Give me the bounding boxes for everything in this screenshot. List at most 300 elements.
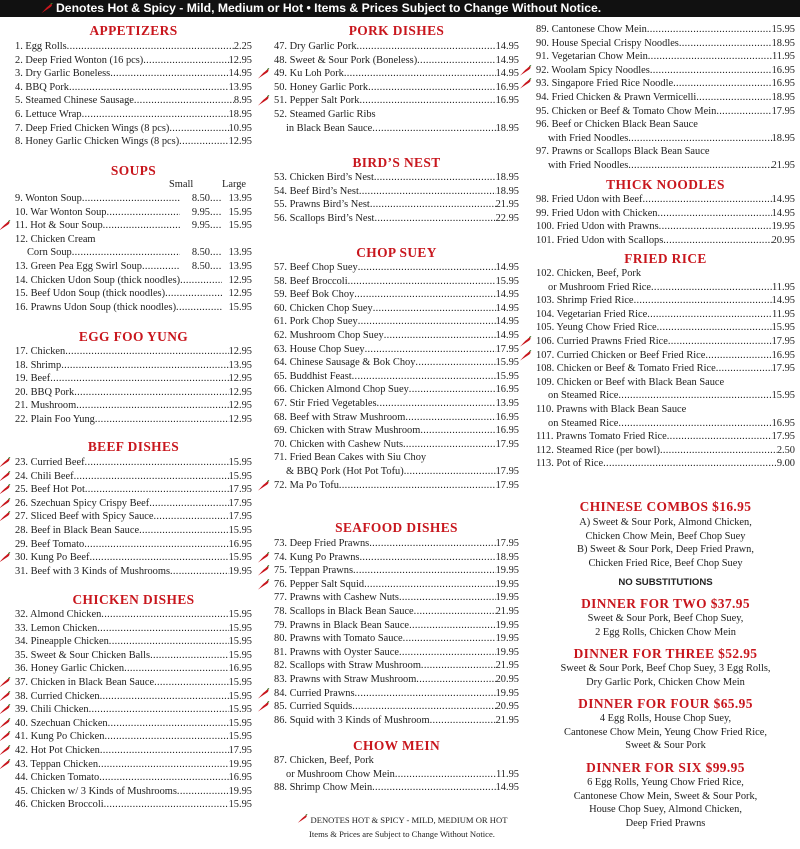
dot-leader [409, 619, 496, 633]
menu-item-name: 22. Plain Foo Yung [15, 414, 95, 425]
menu-item-name-wrap [15, 538, 229, 552]
menu-item-name-wrap [536, 444, 777, 458]
combo-line: Chicken Fried Rice, Beef Chop Suey [588, 557, 743, 569]
menu-item [15, 386, 252, 400]
menu-item-name: 50. Honey Garlic Pork [274, 81, 369, 93]
menu-item-name-wrap [274, 768, 496, 782]
menu-item-name-wrap [274, 275, 496, 289]
menu-item-price-large: 13.95 [228, 261, 252, 272]
menu-item-name-wrap [15, 386, 229, 400]
menu-item-name-wrap [274, 754, 519, 768]
menu-item-price: 21.95 [495, 714, 519, 726]
menu-item-price: 17.95 [495, 466, 519, 477]
dot-leader [97, 622, 228, 636]
combo-line: 2 Egg Rolls, Chicken Chow Mein [595, 626, 736, 638]
menu-item-name-wrap [274, 67, 496, 81]
menu-item-price-small: 9.95 [191, 220, 210, 232]
menu-item-name-wrap [274, 302, 496, 316]
menu-item [274, 40, 519, 54]
dot-leader [403, 438, 496, 452]
menu-item-price-small: 8.50 [191, 193, 210, 204]
chili-pepper-icon [297, 814, 308, 824]
menu-item-name-wrap [274, 370, 496, 384]
menu-item-name-wrap [274, 288, 496, 302]
menu-item-price: 15.95 [228, 731, 252, 743]
menu-item [274, 781, 519, 795]
menu-item-name: 88. Shrimp Chow Mein [274, 782, 373, 794]
menu-item-name-wrap [536, 118, 795, 132]
menu-item-price: 15.95 [495, 370, 519, 382]
menu-item-name-wrap [15, 798, 229, 812]
menu-item [536, 159, 795, 173]
menu-item-price: 15.95 [228, 690, 252, 702]
menu-item-price: 17.95 [495, 343, 519, 355]
dot-leader [355, 687, 496, 701]
dot-leader [95, 413, 229, 427]
menu-item-name-wrap [15, 551, 229, 565]
menu-item-name-wrap [536, 193, 772, 207]
menu-item-price: 16.95 [495, 384, 519, 396]
menu-item [15, 67, 252, 81]
dot-leader [404, 465, 496, 479]
menu-item [15, 94, 252, 108]
menu-item-price: 14.95 [771, 207, 795, 219]
chili-pepper-icon [257, 68, 270, 80]
menu-item-name: 79. Prawns in Black Bean Sauce [274, 619, 410, 631]
menu-item-price: 12.95 [228, 373, 252, 385]
menu-item-price: 14.95 [495, 330, 519, 341]
menu-item-name: 86. Squid with 3 Kinds of Mushroom [274, 714, 430, 726]
section-title: EGG FOO YUNG [78, 329, 189, 344]
dot-leader [374, 171, 496, 185]
combo-line: A) Sweet & Sour Pork, Almond Chicken, [579, 517, 752, 528]
menu-item-price: 14.95 [495, 289, 519, 301]
menu-item-name-wrap [15, 676, 229, 690]
menu-item-price: 15.95 [495, 357, 519, 369]
chili-pepper-icon [519, 78, 532, 90]
menu-item-name: 52. Steamed Garlic Ribs [274, 109, 376, 120]
menu-item [536, 64, 795, 78]
menu-item-name: 100. Fried Udon with Prawns [536, 221, 659, 233]
menu-item-name-wrap [274, 451, 519, 465]
dot-leader [657, 321, 772, 335]
menu-item-price: 16.95 [771, 78, 795, 90]
menu-item [15, 413, 252, 427]
menu-item [274, 479, 519, 493]
menu-item [15, 122, 252, 136]
no-substitutions: NO SUBSTITUTIONS [618, 577, 713, 588]
chili-pepper-icon [40, 3, 54, 14]
menu-item-name: 14. Chicken Udon Soup (thick noodles) [15, 274, 181, 286]
dot-leader [108, 717, 229, 731]
menu-item [15, 246, 252, 260]
section-title: THICK NOODLES [606, 177, 725, 192]
menu-item-name: 75. Teppan Prawns [274, 565, 354, 577]
menu-item-name: 90. House Special Crispy Noodles [536, 37, 679, 49]
menu-item-name: 8. Honey Garlic Chicken Wings (8 pcs) [15, 136, 180, 148]
menu-item-name-wrap [536, 145, 795, 159]
dot-leader [142, 260, 180, 274]
menu-item-name: 35. Sweet & Sour Chicken Balls [15, 649, 151, 661]
menu-item-price: 15.95 [228, 470, 252, 482]
menu-item-name: with Fried Noodles [548, 160, 629, 171]
menu-item-name-wrap [536, 457, 777, 471]
menu-item-name: 12. Chicken Cream [15, 233, 96, 245]
chili-pepper-icon [0, 745, 11, 757]
menu-item-name: 54. Beef Bird’s Nest [274, 185, 359, 197]
menu-item-name: 89. Cantonese Chow Mein [536, 24, 647, 35]
menu-item-name-wrap [536, 91, 772, 105]
dot-leader [716, 362, 772, 376]
footer-note-line2: Items & Prices are Subject to Change Without Notice. [309, 829, 495, 839]
menu-item-name: 108. Chicken or Beef & Tomato Fried Rice [536, 363, 716, 375]
dot-leader [359, 185, 496, 199]
menu-item-price-small: 9.95 [191, 206, 210, 218]
dot-leader [679, 37, 772, 51]
menu-item-name: in Black Bean Sauce [286, 122, 373, 134]
menu-item-name: 53. Chicken Bird’s Nest [274, 172, 374, 183]
menu-item-name-wrap [274, 343, 496, 357]
dot-leader [82, 108, 229, 122]
menu-item-name-wrap [536, 207, 772, 221]
menu-item-name-wrap [15, 524, 229, 538]
menu-item-price-large: 12.95 [228, 274, 252, 286]
menu-item [15, 758, 252, 772]
dot-leader [358, 261, 496, 275]
dot-leader [74, 470, 229, 484]
dot-leader [177, 785, 229, 799]
dot-leader [210, 206, 222, 220]
menu-item-price: 16.95 [228, 538, 252, 550]
menu-item-name: 6. Lettuce Wrap [15, 109, 82, 120]
dot-leader [165, 287, 222, 301]
menu-item-name: 15. Beef Udon Soup (thick noodles) [15, 288, 166, 300]
menu-item-name-wrap [15, 94, 234, 108]
dot-leader [210, 192, 222, 206]
dot-leader [110, 67, 228, 81]
soup-large-header: Large [222, 179, 247, 190]
menu-item-name: 95. Chicken or Beef & Tomato Chow Mein [536, 105, 717, 117]
menu-item-price: 14.95 [495, 54, 519, 66]
dot-leader [650, 64, 772, 78]
chili-pepper-icon [519, 336, 532, 348]
menu-item-price-large: 15.95 [228, 206, 252, 218]
menu-item [15, 108, 252, 122]
menu-item-price: 11.95 [496, 768, 519, 780]
menu-item-price: 13.95 [495, 398, 519, 409]
menu-item-name: 112. Steamed Rice (per bowl) [536, 444, 660, 456]
combo-line: Cantonese Chow Mein, Sweet & Sour Pork, [573, 790, 758, 802]
menu-item-price: 12.95 [228, 386, 252, 398]
dot-leader [405, 411, 495, 425]
menu-item-price: 16.95 [771, 64, 795, 76]
menu-item [536, 77, 795, 91]
dot-leader [420, 424, 495, 438]
combo-line: 4 Egg Rolls, House Chop Suey, [599, 713, 732, 724]
menu-item-price: 22.95 [495, 212, 519, 224]
menu-item [274, 438, 519, 452]
menu-item [274, 768, 519, 782]
menu-item-price: 15.95 [228, 636, 252, 648]
menu-item-price: 18.95 [495, 122, 519, 134]
menu-item-price: 16.95 [771, 417, 795, 429]
section-title: BIRD’S NEST [352, 155, 441, 170]
menu-item-name-wrap [536, 417, 772, 431]
dot-leader [176, 301, 222, 315]
combo-line: Deep Fried Prawns [625, 817, 706, 829]
menu-item-name-wrap [274, 171, 496, 185]
menu-item [15, 260, 252, 274]
menu-item-price: 18.95 [771, 92, 795, 103]
menu-item [15, 192, 252, 206]
menu-item-name: 76. Pepper Salt Squid [274, 578, 365, 590]
menu-item-name: 70. Chicken with Cashew Nuts [274, 438, 404, 450]
menu-item [274, 551, 519, 565]
menu-item-price: 21.95 [771, 160, 795, 171]
dot-leader [399, 646, 496, 660]
menu-item [274, 54, 519, 68]
menu-item-price: 16.95 [495, 425, 519, 437]
menu-item [15, 287, 252, 301]
menu-item [15, 690, 252, 704]
menu-item-name-wrap [536, 335, 772, 349]
menu-item-name: 48. Sweet & Sour Pork (Boneless) [274, 54, 418, 66]
menu-item-name: 19. Beef [15, 373, 51, 385]
menu-item-price-large: 13.95 [228, 247, 252, 259]
menu-item-name-wrap [15, 359, 229, 373]
menu-item [15, 274, 252, 288]
soup-small-header: Small [169, 179, 194, 190]
dot-leader [85, 456, 229, 470]
dot-leader [373, 302, 496, 316]
menu-item-price: 17.95 [771, 363, 795, 375]
combo-title: DINNER FOR TWO $37.95 [581, 596, 750, 611]
menu-item-name-wrap [274, 659, 496, 673]
dot-leader [134, 94, 234, 108]
dot-leader [663, 234, 771, 248]
combo-line: Sweet & Sour Pork, Beef Chop Suey, [587, 613, 744, 624]
menu-item-price: 13.95 [228, 359, 252, 371]
menu-item-name: 109. Chicken or Beef with Black Bean Sauce [536, 376, 725, 388]
menu-item-price: 20.95 [495, 674, 519, 685]
combo-line: 6 Egg Rolls, Yeung Chow Fried Rice, [587, 777, 744, 788]
menu-item-price: 10.95 [228, 122, 252, 134]
menu-item-name: 21. Mushroom [15, 400, 77, 412]
dot-leader [628, 159, 771, 173]
menu-item-price: 12.95 [228, 346, 252, 357]
dot-leader [352, 370, 496, 384]
menu-item-name-wrap [536, 321, 772, 335]
menu-item [15, 359, 252, 373]
menu-item-name: 101. Fried Udon with Scallops [536, 234, 664, 246]
menu-item [274, 275, 519, 289]
menu-item-name-wrap [15, 717, 229, 731]
menu-item-price: 18.95 [771, 37, 795, 49]
dot-leader [84, 538, 228, 552]
menu-item [15, 622, 252, 636]
dot-leader [65, 345, 228, 359]
menu-item [274, 94, 519, 108]
dot-leader [409, 383, 496, 397]
menu-item-name: 85. Curried Squids [274, 701, 353, 713]
menu-item-name: 110. Prawns with Black Bean Sauce [536, 404, 687, 415]
dot-leader [651, 281, 772, 295]
menu-item-price-small: 8.50 [191, 247, 210, 259]
menu-item-price: 15.95 [228, 622, 252, 634]
menu-item-name: 49. Ku Loh Pork [274, 68, 344, 80]
menu-item-price: 16.95 [228, 772, 252, 784]
menu-item-name: 71. Fried Bean Cakes with Siu Choy [274, 452, 427, 464]
menu-item-name-wrap [15, 81, 229, 95]
dot-leader [667, 430, 772, 444]
menu-item-price: 11.95 [772, 281, 795, 293]
menu-item-name-wrap [15, 497, 229, 511]
dot-leader [384, 329, 496, 343]
menu-item-price-large: 12.95 [228, 288, 252, 300]
menu-item-price: 15.95 [771, 322, 795, 334]
chili-pepper-icon [0, 471, 11, 483]
dot-leader [658, 207, 772, 221]
menu-item-price: 16.95 [495, 81, 519, 93]
menu-item-name-wrap [274, 424, 496, 438]
menu-item [536, 362, 795, 376]
combo-line: House Chop Suey, Almond Chicken, [589, 804, 742, 816]
menu-item-name: 31. Beef with 3 Kinds of Mushrooms [15, 565, 170, 577]
menu-item-name-wrap [15, 635, 229, 649]
chili-pepper-icon [257, 480, 270, 492]
chili-pepper-icon [0, 704, 11, 716]
menu-item-name-wrap [274, 411, 496, 425]
dot-leader [372, 781, 495, 795]
dot-leader [348, 275, 496, 289]
dot-leader [210, 260, 222, 274]
chili-pepper-icon [257, 95, 270, 107]
menu-item [15, 456, 252, 470]
menu-item-price: 2.50 [776, 444, 795, 456]
menu-item-price: 16.95 [771, 349, 795, 361]
dot-leader [74, 386, 228, 400]
chili-pepper-icon [0, 691, 11, 703]
dot-leader [716, 105, 771, 119]
dot-leader [154, 676, 229, 690]
dot-leader [50, 372, 228, 386]
dot-leader [696, 91, 771, 105]
menu-item-name: 39. Chili Chicken [15, 704, 89, 716]
menu-item-price: 19.95 [495, 646, 519, 658]
menu-item-name: 32. Almond Chicken [15, 609, 102, 620]
menu-item [274, 578, 519, 592]
menu-item-name-wrap [15, 703, 229, 717]
menu-item-name: 55. Prawns Bird’s Nest [274, 199, 370, 211]
menu-item-price-small: 8.50 [191, 261, 210, 272]
menu-item [15, 301, 252, 315]
menu-item-price: 14.95 [495, 782, 519, 794]
dot-leader [365, 343, 496, 357]
dot-leader [179, 135, 228, 149]
chili-pepper-icon [0, 498, 11, 510]
menu-item-name: 51. Pepper Salt Pork [274, 95, 360, 107]
combo-line: Sweet & Sour Pork [625, 740, 706, 752]
menu-item-name-wrap [536, 294, 772, 308]
dot-leader [618, 417, 771, 431]
menu-item-price: 19.95 [495, 633, 519, 645]
chili-pepper-icon [257, 565, 270, 577]
menu-item-name-wrap [274, 564, 496, 578]
menu-item [15, 497, 252, 511]
menu-item [274, 673, 519, 687]
menu-item-name: 107. Curried Chicken or Beef Fried Rice [536, 349, 706, 361]
menu-item [15, 703, 252, 717]
dot-leader [180, 274, 222, 288]
menu-item-name-wrap [536, 132, 772, 146]
menu-item-name-wrap [15, 413, 229, 427]
dot-leader [358, 315, 496, 329]
menu-item-name-wrap [15, 54, 229, 68]
chili-pepper-icon [519, 350, 532, 362]
dot-leader [100, 744, 229, 758]
menu-item [274, 754, 519, 768]
menu-item [274, 122, 519, 136]
menu-item-name: 94. Fried Chicken & Prawn Vermicelli [536, 92, 697, 103]
menu-item-name: on Steamed Rice [548, 390, 619, 402]
menu-item [15, 662, 252, 676]
menu-item [536, 281, 795, 295]
menu-item-name: 69. Chicken with Straw Mushroom [274, 425, 421, 437]
menu-item [536, 430, 795, 444]
dot-leader [417, 54, 495, 68]
menu-item-name: 74. Kung Po Prawns [274, 551, 360, 563]
menu-item [15, 233, 252, 247]
chili-pepper-icon [0, 759, 11, 771]
menu-item-name: 98. Fried Udon with Beef [536, 194, 643, 205]
menu-item-name: 46. Chicken Broccoli [15, 799, 104, 811]
chili-pepper-icon [257, 688, 270, 700]
top-banner [0, 0, 800, 17]
menu-item [274, 81, 519, 95]
menu-item-name: 43. Teppan Chicken [15, 758, 99, 770]
menu-item-name: 36. Honey Garlic Chicken [15, 663, 125, 675]
menu-item-name-wrap [15, 108, 229, 122]
dot-leader [634, 294, 772, 308]
menu-item [274, 261, 519, 275]
dot-leader [99, 771, 228, 785]
menu-item-name-wrap [536, 376, 795, 390]
menu-item-name: 44. Chicken Tomato [15, 772, 100, 784]
combo-line: Chicken Chow Mein, Beef Chop Suey [585, 530, 746, 542]
menu-item-price: 14.95 [495, 316, 519, 328]
menu-item-name: 57. Beef Chop Suey [274, 262, 358, 273]
menu-item-name: 59. Beef Bok Choy [274, 289, 355, 301]
menu-item-name-wrap [15, 233, 252, 247]
menu-item-name: 45. Chicken w/ 3 Kinds of Mushrooms [15, 785, 177, 797]
menu-item-name: 77. Prawns with Cashew Nuts [274, 592, 399, 604]
menu-item-name-wrap [274, 397, 496, 411]
chili-pepper-icon [0, 457, 11, 469]
dot-leader [106, 206, 180, 220]
menu-item-name-wrap [15, 622, 229, 636]
dot-leader [169, 122, 228, 136]
menu-item-name: 28. Beef in Black Bean Sauce [15, 525, 140, 536]
menu-item [536, 105, 795, 119]
menu-item-price: 14.95 [771, 295, 795, 307]
menu-item-name: 78. Scallops in Black Bean Sauce [274, 606, 414, 617]
dot-leader [430, 714, 496, 728]
chili-pepper-icon [257, 701, 270, 713]
menu-item [15, 54, 252, 68]
menu-item [536, 444, 795, 458]
menu-item-price: 19.95 [495, 592, 519, 604]
menu-item-name: 3. Dry Garlic Boneless [15, 68, 111, 80]
